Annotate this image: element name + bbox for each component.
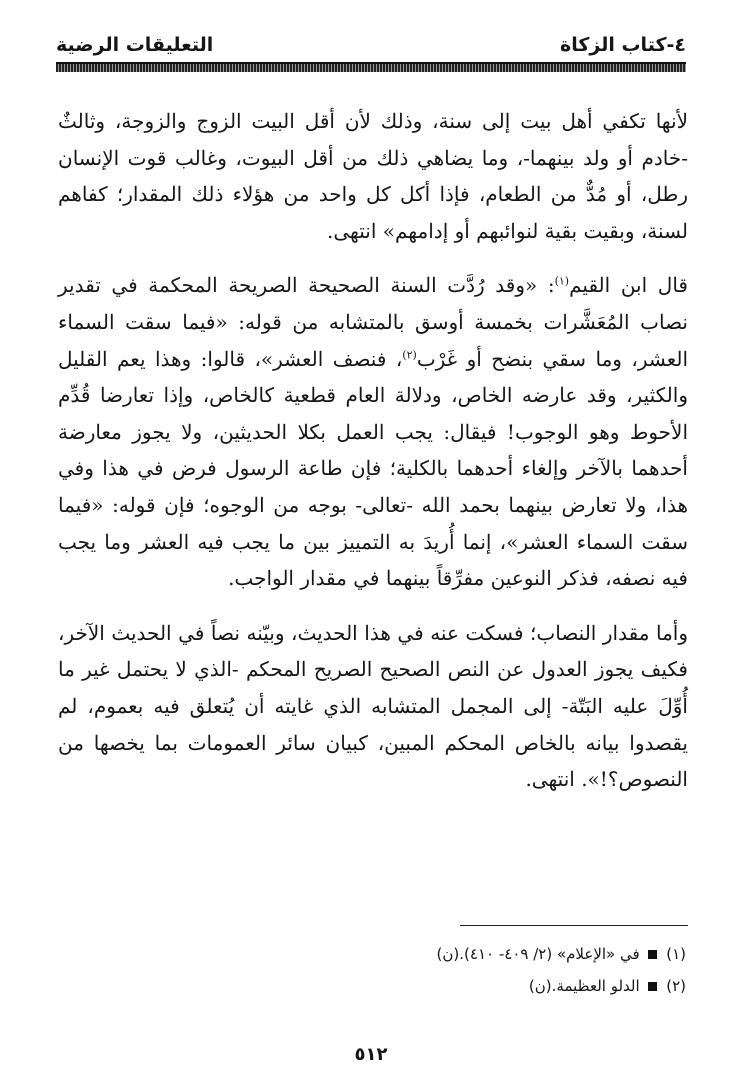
- book-title: التعليقات الرضية: [56, 34, 214, 56]
- chapter-title: ٤-كتاب الزكاة: [559, 34, 686, 56]
- paragraph: [58, 267, 688, 596]
- footnote-number: (١): [666, 945, 686, 963]
- footnote-mark: (ن): [528, 977, 552, 995]
- paragraph: [58, 103, 688, 249]
- running-header: [56, 30, 686, 60]
- page-number: ٥١٢: [354, 1044, 388, 1065]
- footnote: [56, 938, 686, 970]
- footnote-separator: [460, 925, 688, 926]
- footnotes: [56, 938, 686, 1002]
- paragraph-text: قال ابن القيم: [569, 273, 688, 298]
- paragraph-text: لأنها تكفي أهل بيت إلى سنة، وذلك لأن أقل البيت الزوج والزوجة، وثالثٌ -خادم أو ولد بينهما-، وما يضاهي ذلك من أقل البيوت، وغالب قوت الإنسان رطل، أو مُدٌّ من الطعام، فإذا أكل كل واحد من هؤلاء ذلك المقدار؛ كفاهم لسنة، وبقيت بقية لنوائبهم أو إدامهم» انتهى.: [58, 109, 688, 243]
- paragraph: [58, 615, 688, 798]
- square-bullet-icon: [648, 950, 657, 959]
- paragraph-text: ، فنصف العشر»، قالوا: وهذا يعم القليل والكثير، وقد عارضه الخاص، ودلالة العام قطعية كالخاص، وإذا تعارضا قُدِّم الأحوط وهو الوجوب! فيقال: يجب العمل بكلا الحديثين، ولا يجوز معارضة أحدهما بالآخر وإلغاء أحدهما بالكلية؛ فإن طاعة الرسول فرض في هذا وفي هذا، ولا تعارض بينهما بحمد الله -تعالى- بوجه من الوجوه؛ فإن قوله: «فيما سقت السماء العشر»، إنما أُريدَ به التمييز بين ما يجب فيه العشر وما يجب فيه نصفه، فذكر النوعين مفرِّقاً بينهما في مقدار الواجب.: [58, 346, 688, 591]
- square-bullet-icon: [648, 982, 657, 991]
- main-text: [58, 103, 688, 798]
- footnote-number: (٢): [666, 977, 686, 995]
- footnote-ref[interactable]: (٢): [402, 347, 417, 361]
- footnote-text: في «الإعلام» (٢/ ٤٠٩- ٤١٠).: [459, 945, 640, 963]
- paragraph-text: وأما مقدار النصاب؛ فسكت عنه في هذا الحديث، وبيّنه نصاً في الحديث الآخر، فكيف يجوز العدول عن النص الصحيح الصريح المحكم -الذي لا يحتمل غير ما أُوِّلَ عليه البَتّة- إلى المجمل المتشابه الذي غايته أن يُتعلق فيه بعموم، لم يقصدوا بيانه بالخاص المحكم المبين، كبيان سائر العمومات بما يخصها من النصوص؟!». انتهى.: [58, 620, 688, 792]
- footnote-ref[interactable]: (١): [554, 274, 570, 288]
- footnote-mark: (ن): [436, 945, 460, 963]
- paragraph-text: : «وقد رُدَّت السنة الصحيحة الصريحة المحكمة في تقدير نصاب المُعَشَّرات بخمسة أوسق بالمتشابه من قوله: «فيما سقت السماء العشر، وما سقي بنضح أو غَرْب: [58, 273, 689, 371]
- footnote: [56, 970, 686, 1002]
- footnote-text: الدلو العظيمة.: [551, 977, 640, 995]
- header-rule: [56, 62, 686, 72]
